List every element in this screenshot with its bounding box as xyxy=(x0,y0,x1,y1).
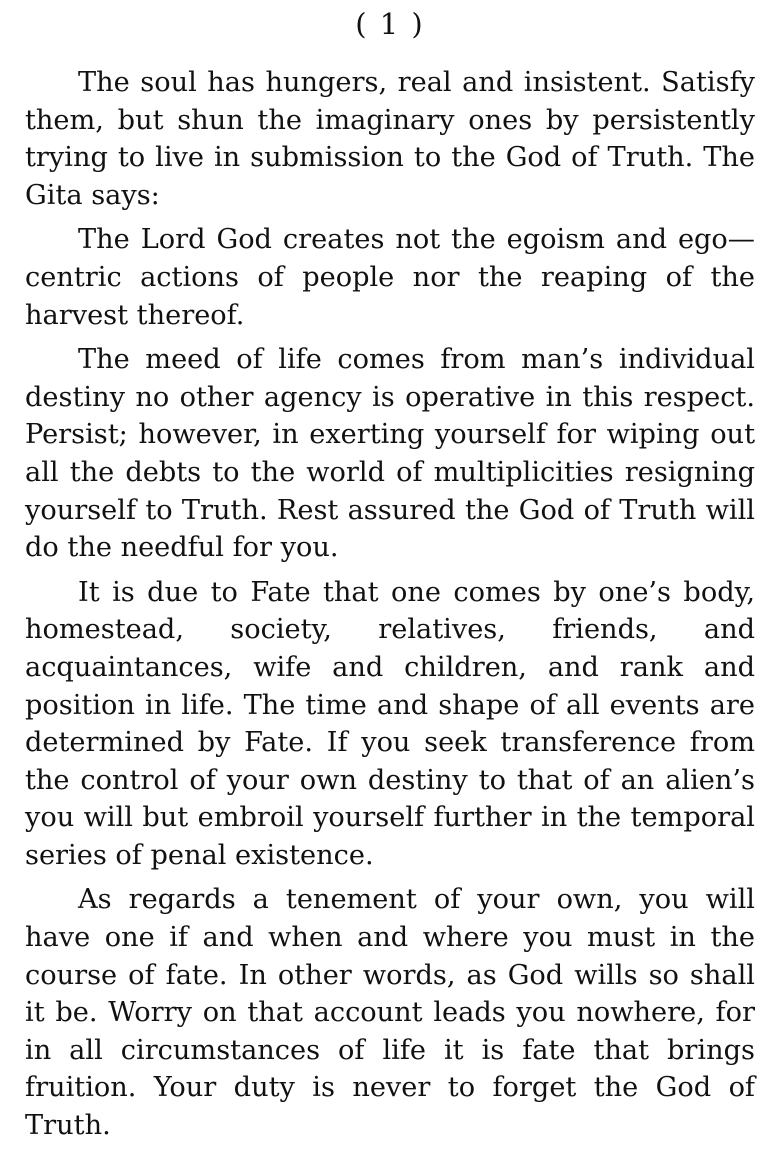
paragraph-due-to-fate: It is due to Fate that one comes by one’s body, homestead, society, relatives, friends, and acquaintances, wife and children, and rank and position in life. The time and shape of all events are determined by Fate. If you seek transference from the control of your own destiny to that of an alien’s you will but embroil yourself further in the temporal series of penal existence. xyxy=(25,576,755,871)
body-text xyxy=(25,64,755,1152)
paragraph-meed-of-life: The meed of life comes from man’s individual destiny no other agency is operative in this respect. Persist; however, in exerting yourself for wiping out all the debts to the world of multiplicities resigning yourself to Truth. Rest assured the God of Truth will do the needful for you. xyxy=(25,344,755,564)
paragraph-tenement: As regards a tenement of your own, you will have one if and when and where you must in the course of fate. In other words, as God wills so shall it be. Worry on that account leads you nowhere, for in all circumstances of life it is fate that brings fruition. Your duty is never to forget the God of Truth. xyxy=(25,884,755,1142)
page-number: ( 1 ) xyxy=(355,7,425,41)
paragraph-gita-quote: The Lord God creates not the egoism and ego—centric actions of people nor the reaping of the harvest thereof. xyxy=(25,224,755,331)
paragraph-soul-hungers: The soul has hungers, real and insistent. Satisfy them, but shun the imaginary ones by persistently trying to live in submission to the God of Truth. The Gita says: xyxy=(25,67,755,211)
